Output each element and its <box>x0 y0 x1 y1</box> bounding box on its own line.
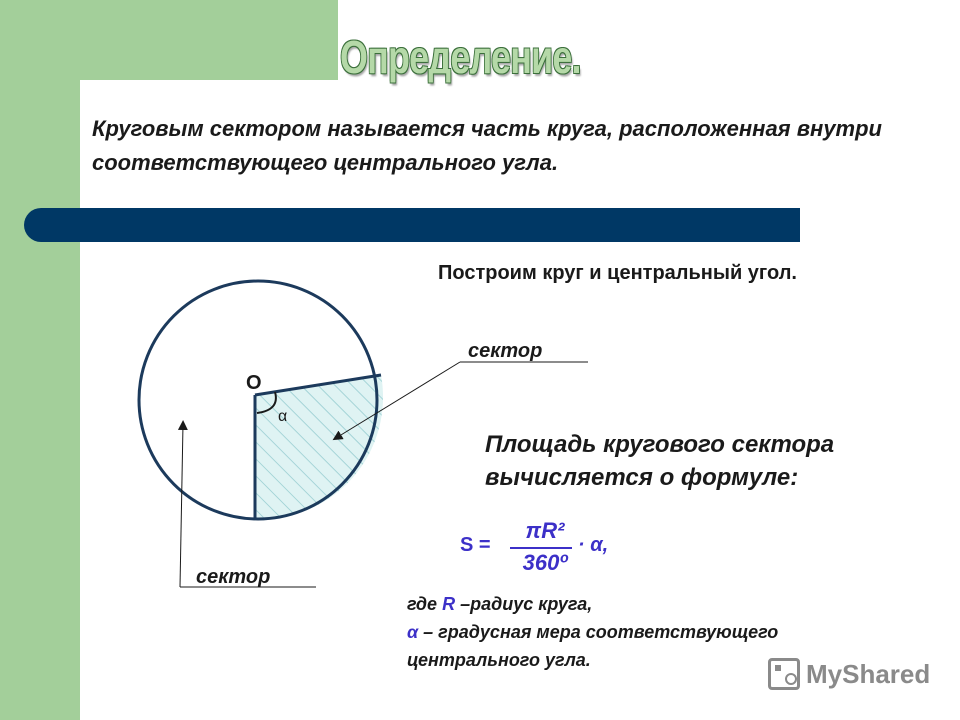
legend-prefix: где <box>407 594 443 614</box>
legend-alpha-desc: – градусная мера соответствующего <box>418 622 779 642</box>
sector-label-top: сектор <box>468 340 543 362</box>
center-label: О <box>246 372 262 394</box>
formula-numerator: πR² <box>525 518 565 543</box>
slide-title: Определение. <box>340 31 581 83</box>
watermark-text: MyShared <box>806 658 931 689</box>
legend-line-3: центрального угла. <box>407 650 591 670</box>
legend-var-r: R <box>442 594 456 614</box>
callout-arrow-bottom <box>180 424 183 587</box>
area-description: Площадь кругового сектора вычисляется о формуле: <box>485 431 835 491</box>
sector-area-formula <box>460 518 660 582</box>
myshared-logo-icon <box>768 658 800 690</box>
legend-r-desc: –радиус круга, <box>455 594 593 614</box>
formula-rest: · α, <box>578 534 609 556</box>
legend-line-1 <box>407 590 927 618</box>
watermark <box>768 656 930 692</box>
angle-label: α <box>278 408 288 425</box>
definition-text: Круговым сектором называется часть круга, расположенная внутри соответствующего центрального угла. <box>92 116 882 175</box>
fraction-line <box>510 547 572 549</box>
construct-text: Построим круг и центральный угол. <box>438 262 797 284</box>
sector-hatch <box>255 375 383 519</box>
legend-var-alpha: α <box>407 622 419 642</box>
legend-line-2 <box>407 618 927 646</box>
sector-label-bottom: сектор <box>196 566 271 588</box>
formula-denominator: 360º <box>522 550 568 575</box>
formula-lhs: S = <box>460 534 491 556</box>
